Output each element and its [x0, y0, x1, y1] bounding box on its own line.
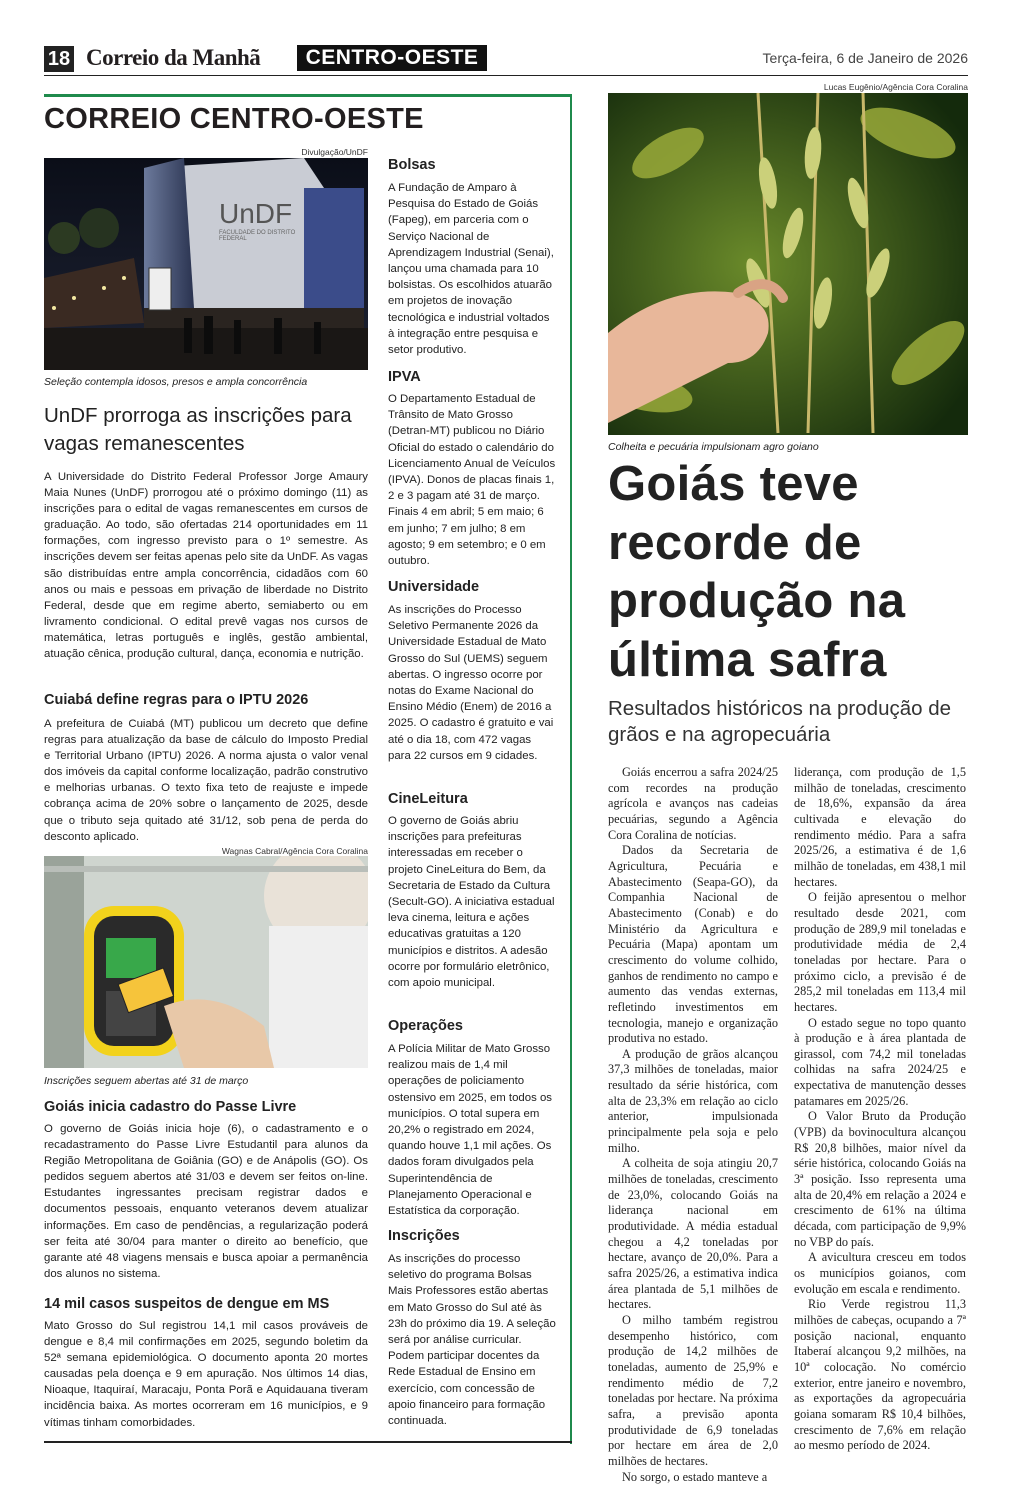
soybean-illustration: [608, 93, 968, 435]
paragraph: O Valor Bruto da Produção (VPB) da bovinocultura alcançou R$ 20,8 bilhões, maior nível da série histórica, colocando Goiás na 3ª posição. Isso representa uma alta de 20,4% em relação a 2024 e crescimento de 61% na última década, com participação de 9,9% no VBP do país.: [794, 1109, 966, 1249]
main-body-col1: [608, 765, 778, 1485]
paragraph: O feijão apresentou o melhor resultado desde 2021, com produção de 289,9 mil toneladas e produtividade média de 2,4 toneladas por hectare. Para o próximo ciclo, a previsão é de 285,2 mil toneladas em 113,4 mil hectares.: [794, 890, 966, 1014]
paragraph: No sorgo, o estado manteve a: [622, 1469, 768, 1484]
article-body: A Universidade do Distrito Federal Professor Jorge Amaury Maia Nunes (UnDF) prorrogou até o próximo domingo (11) as inscrições para o edital de vagas remanescentes em cursos de graduação. Ao todo, são ofertadas 214 oportunidades em 11 formações, com ingresso previsto para o 1º semestre. As inscrições devem ser feitas apenas pelo site da UnDF. As vagas são distribuídas entre ampla concorrência, cidadãos com 60 anos ou mais e pessoas em privação de liberdade no Distrito Federal, desde que em regime aberto, semiaberto ou em livramento condicional. O edital prevê vagas nos cursos de matemática, letras português e inglês, gestão ambiental, atuação cênica, produção cultural, dança, economia e nutrição.: [44, 471, 368, 661]
photo-credit: Divulgação/UnDF: [301, 147, 368, 157]
building-illustration: [44, 158, 368, 370]
paragraph: Dados da Secretaria de Agricultura, Pecuária e Abastecimento (Seapa-GO), da Companhia Nacional de Abastecimento (Conab) e do Ministério da Agricultura e Pecuária (Mapa) apontam um crescimento do volume colhido, ganhos de rendimento no campo e aumento das vendas externas, refletindo investimentos em tecnologia, manejo e organização produtiva no estado.: [608, 843, 778, 1046]
issue-date: Terça-feira, 6 de Janeiro de 2026: [762, 50, 968, 66]
brief-body: O governo de Goiás inicia hoje (6), o cadastramento e o recadastramento do Passe Livre Estudantil para alunos da Região Metropolitana de Goiânia (GO) e de Anápolis (GO). Os pedidos seguem abertos até 31/03 e devem ser feitos on-line. Estudantes ingressantes precisam registrar dados e documentos pessoais, enquanto veteranos devem atualizar informações. Em caso de pendências, a regularização poderá ser feita até 30/04 para manter o direito ao benefício, que garante até 48 viagens mensais e busca apoiar a permanência dos alunos no sistema.: [44, 1123, 368, 1280]
page-number: 18: [44, 46, 74, 72]
photo-caption: Colheita e pecuária impulsionam agro goiano: [608, 441, 819, 453]
sidebar-body: A Fundação de Amparo à Pesquisa do Estado de Goiás (Fapeg), em parceria com o Serviço Nacional de Aprendizagem Industrial (Senai), lançou uma chamada para 10 bolsistas. Os escolhidos atuarão em projetos de inovação tecnológica e industrial voltados à integração entre pesquisa e setor produtivo.: [388, 182, 554, 357]
sidebar-body: O Departamento Estadual de Trânsito de Mato Grosso (Detran-MT) publicou no Diário Oficial do estado o calendário do Licenciamento Anual de Veículos (IPVA). Donos de placas finais 1, 2 e 3 pagam até 31 de março. Finais 4 em abril; 5 em maio; 6 em junho; 7 em julho; 8 em agosto; 9 em setembro; e 0 em outubro.: [388, 393, 556, 568]
newspaper-logo: Correio da Manhã: [86, 45, 261, 70]
brief-body: Mato Grosso do Sul registrou 14,1 mil casos prováveis de dengue e 8,4 mil confirmações em 2025, segundo boletim da 52ª semana epidemiológica. O documento aponta 20 mortes causadas pela doença e 9 em apuração. Nos últimos 14 dias, Nioaque, Itaquiraí, Maracaju, Ponta Porã e Aquidauana tiveram incidência baixa. As mortes ocorreram em 16 municípios, e 9 vítimas tinham comorbidades.: [44, 1320, 368, 1429]
bus-validator-photo: [44, 856, 368, 1068]
header-rule: [44, 75, 968, 76]
paragraph: Rio Verde registrou 11,3 milhões de cabeças, ocupando a 7ª posição nacional, enquanto Itaberaí alcançou 9,2 milhões, na 10ª colocação. No comércio exterior, entre janeiro e novembro, as exportações da agropecuária goiana somaram R$ 10,4 bilhões, crescimento de 7,6% em relação ao mesmo período de 2024.: [794, 1297, 966, 1453]
brief-body: A prefeitura de Cuiabá (MT) publicou um decreto que define regras para atualização da base de cálculo do Imposto Predial e Territorial Urbano (IPTU) 2026. A norma ajusta o valor venal dos imóveis da capital conforme localização, padrão construtivo e melhorias urbanas. O texto fixa teto de reajuste e impede cobrança acima de 20% sobre o lançamento de 2025, desde que o tributo seja quitado até 31/12, sob pena de perda do desconto aplicado.: [44, 718, 368, 843]
undf-building-photo: [44, 158, 368, 370]
section-label: CENTRO-OESTE: [297, 45, 487, 71]
sidebar-body: As inscrições do Processo Seletivo Permanente 2026 da Universidade Estadual de Mato Grosso do Sul (UEMS) seguem abertas. O ingresso ocorre por notas do Exame Nacional do Ensino Médio (Enem) de 2016 a 2025. O cadastro é gratuito e vai até o dia 18, com 472 vagas para 22 cursos em 9 cidades.: [388, 604, 554, 762]
brief-headline: Cuiabá define regras para o IPTU 2026: [44, 692, 309, 708]
paragraph: liderança, com produção de 1,5 milhão de toneladas, crescimento de 18,6%, expansão da área cultivada e elevação do rendimento médio. Para a safra 2025/26, a estimativa é de 1,6 milhão de toneladas, em 438,1 mil hectares.: [794, 765, 966, 889]
main-body-col2: [794, 765, 966, 1454]
photo-credit: Wagnas Cabral/Agência Cora Coralina: [221, 846, 368, 856]
column-top-rule: [44, 94, 572, 97]
sidebar-title: Operações: [388, 1018, 463, 1034]
paragraph: A produção de grãos alcançou 37,3 milhões de toneladas, maior resultado da série histórica, com alta de 23,3% em relação ao ciclo anterior, impulsionada principalmente pela soja e pelo milho.: [608, 1046, 778, 1155]
page-header: [44, 44, 968, 74]
photo-credit: Lucas Eugênio/Agência Cora Coralina: [823, 82, 968, 92]
main-headline: Goiás teve recorde de produção na última safra: [608, 457, 906, 687]
sidebar-body: As inscrições do processo seletivo do programa Bolsas Mais Professores estão abertas em Mato Grosso do Sul até às 23h do próximo dia 19. A seleção será por análise curricular. Podem participar docentes da Rede Estadual de Ensino em exercício, com concessão de apoio financeiro para formação continuada.: [388, 1253, 556, 1428]
sidebar-body: O governo de Goiás abriu inscrições para prefeituras interessadas em receber o projeto CineLeitura do Bem, da Secretaria de Estado da Cultura (Secult-GO). A iniciativa estadual leva cinema, leitura e ações educativas gratuitas a 120 municípios e distritos. A adesão ocorre por formulário eletrônico, com apoio municipal.: [388, 815, 555, 990]
column-bottom-rule: [44, 1441, 572, 1443]
sidebar-title: IPVA: [388, 369, 421, 385]
photo-caption: Inscrições seguem abertas até 31 de março: [44, 1075, 249, 1087]
column-side-rule: [570, 94, 572, 1444]
paragraph: O estado segue no topo quanto à produção e à área plantada de girassol, com 74,2 mil toneladas colhidas na safra 2024/25 e expectativa de manutenção desses patamares em 2025/26.: [794, 1015, 966, 1108]
undf-sign-small: FACULDADE DO DISTRITO FEDERAL: [219, 230, 296, 242]
photo-caption: Seleção contempla idosos, presos e ampla concorrência: [44, 376, 308, 388]
sidebar-body: A Polícia Militar de Mato Grosso realizou mais de 1,4 mil operações de policiamento ostensivo em 2025, em todos os municípios. O total supera em 20,2% o registrado em 2024, quando houve 1,1 mil ações. Os dados foram divulgados pela Superintendência de Planejamento Operacional e Estatística da corporação.: [388, 1043, 552, 1218]
brief-headline: Goiás inicia cadastro do Passe Livre: [44, 1099, 297, 1115]
undf-sign: UnDF: [219, 198, 293, 229]
sidebar-title: Universidade: [388, 579, 480, 595]
main-subtitle: Resultados históricos na produção de grãos e na agropecuária: [608, 697, 952, 746]
paragraph: A avicultura cresceu em todos os municípios goianos, com evolução em escala e rendimento.: [794, 1250, 966, 1296]
sidebar-title: Inscrições: [388, 1228, 460, 1244]
validator-illustration: [44, 856, 368, 1068]
sidebar-title: CineLeitura: [388, 791, 468, 807]
paragraph: A colheita de soja atingiu 20,7 milhões de toneladas, crescimento de 23,0%, colocando Goiás na liderança nacional em produtividade. A média estadual chegou a 4,2 toneladas por hectare, avanço de 20,0%. Para a safra 2025/26, a estimativa indica área plantada de 5,1 milhões de hectares.: [608, 1156, 778, 1312]
column-title: CORREIO CENTRO-OESTE: [44, 103, 424, 135]
brief-headline: 14 mil casos suspeitos de dengue em MS: [44, 1296, 330, 1312]
paragraph: Goiás encerrou a safra 2024/25 com recordes na produção agrícola e avanços nas cadeias pecuárias, segundo a Agência Cora Coralina de notícias.: [608, 765, 778, 842]
soybean-harvest-photo: [608, 93, 968, 435]
sidebar-title: Bolsas: [388, 157, 436, 173]
paragraph: O milho também registrou desempenho histórico, com produção de 14,2 milhões de toneladas, aumento de 25,9% e rendimento médio de 7,2 toneladas por hectare. Na próxima safra, a previsão aponta produtividade de 6,9 toneladas por hectare em área de 2,0 milhões de hectares.: [608, 1312, 778, 1468]
article-headline: UnDF prorroga as inscrições para vagas remanescentes: [44, 404, 352, 455]
